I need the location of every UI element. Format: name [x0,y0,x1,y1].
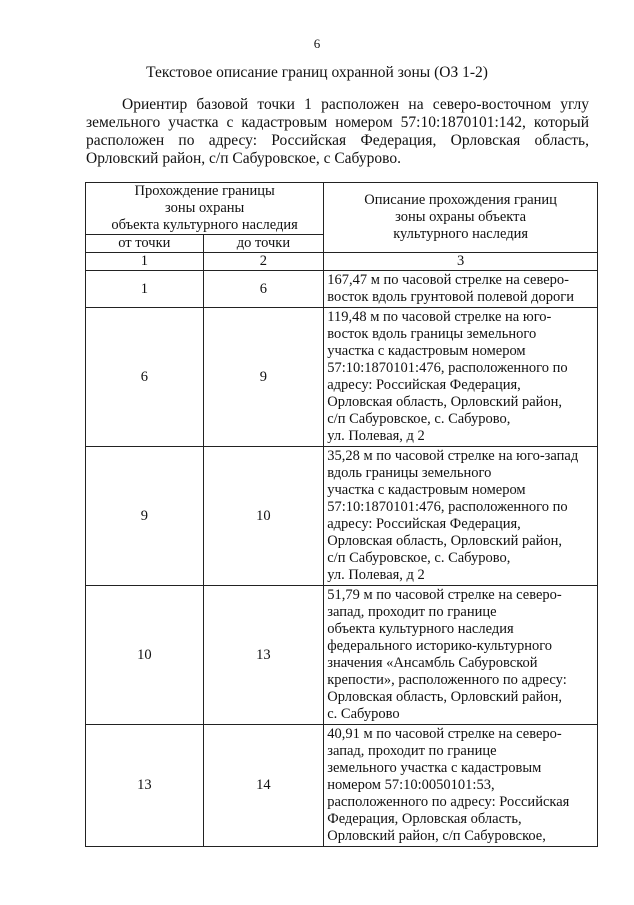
description-cell: 35,28 м по часовой стрелке на юго-запад вдоль границы земельного участка с кадастровым номером 57:10:1870101:476, расположенного по адресу: Российская Федерация, Орловская область, Орловский район, с/п Сабуровское, с. Сабурово, ул. Полевая, д 2 [324,447,598,586]
column-number: 1 [86,253,204,271]
from-point-cell: 10 [86,586,204,725]
to-point-cell: 10 [203,447,324,586]
from-point-cell: 13 [86,725,204,847]
header-to-point: до точки [203,235,324,253]
description-cell: 167,47 м по часовой стрелке на северо- восток вдоль грунтовой полевой дороги [324,271,598,308]
table-row [86,586,598,725]
table-row [86,308,598,447]
description-cell: 119,48 м по часовой стрелке на юго- восток вдоль границы земельного участка с кадастровым номером 57:10:1870101:476, расположенного по адресу: Российская Федерация, Орловская область, Орловский район, с/п Сабуровское, с. Сабурово, ул. Полевая, д 2 [324,308,598,447]
intro-line: расположен по адресу: Российская Федерация, Орловская область, [86,132,589,149]
intro-line: Орловский район, с/п Сабуровское, с Сабурово. [86,150,401,167]
intro-line: земельного участка с кадастровым номером 57:10:1870101:142, который [86,114,589,131]
description-cell: 40,91 м по часовой стрелке на северо- запад, проходит по границе земельного участка с кадастровым номером 57:10:0050101:53, расположенного по адресу: Российская Федерация, Орловская область, Орловский район, с/п Сабуровское, [324,725,598,847]
header-description: Описание прохождения границ зоны охраны объекта культурного наследия [324,183,598,253]
to-point-cell: 9 [203,308,324,447]
from-point-cell: 1 [86,271,204,308]
column-number: 2 [203,253,324,271]
header-from-point: от точки [86,235,204,253]
table-row [86,271,598,308]
from-point-cell: 6 [86,308,204,447]
table-row [86,447,598,586]
page-number: 6 [313,36,321,51]
to-point-cell: 6 [203,271,324,308]
document-title: Текстовое описание границ охранной зоны (ОЗ 1-2) [146,64,488,81]
table-row [86,725,598,847]
header-boundary-passage: Прохождение границы зоны охраны объекта культурного наследия [86,183,324,235]
column-number: 3 [324,253,598,271]
intro-paragraph [86,96,589,168]
description-cell: 51,79 м по часовой стрелке на северо- запад, проходит по границе объекта культурного наследия федерального историко-культурного значения «Ансамбль Сабуровской крепости», расположенного по адресу: Орловская область, Орловский район, с. Сабурово [324,586,598,725]
intro-line: Ориентир базовой точки 1 расположен на северо-восточном углу [122,96,589,113]
boundary-table [85,182,598,847]
to-point-cell: 14 [203,725,324,847]
to-point-cell: 13 [203,586,324,725]
from-point-cell: 9 [86,447,204,586]
